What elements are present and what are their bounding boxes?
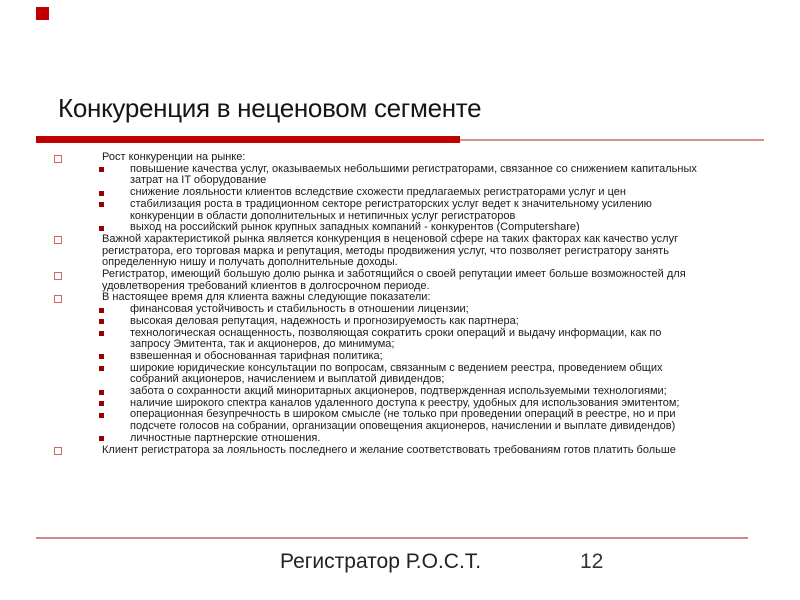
- bullet-text: повышение качества услуг, оказываемых небольшими регистраторами, связанное со снижением капитальных затрат на IT оборудование: [130, 162, 697, 187]
- bullet-text: личностные партнерские отношения.: [130, 431, 321, 444]
- filled-square-bullet-icon: [99, 413, 104, 418]
- filled-square-bullet-icon: [99, 226, 104, 231]
- hollow-square-bullet-icon: [54, 272, 62, 280]
- bullet-text: широкие юридические консультации по вопросам, связанным с ведением реестра, проведением общих собраний акционеров, начислением и выплатой дивидендов;: [130, 361, 663, 386]
- bullet-item-level2: [0, 409, 760, 432]
- bullet-text: наличие широкого спектра каналов удаленного доступа к реестру, удобных для использования эмитентом;: [130, 396, 680, 409]
- hollow-square-bullet-icon: [54, 236, 62, 244]
- filled-square-bullet-icon: [99, 191, 104, 196]
- bullet-item-level2: [0, 328, 760, 351]
- title-underline-bar: [36, 136, 460, 143]
- hollow-square-bullet-icon: [54, 295, 62, 303]
- filled-square-bullet-icon: [99, 319, 104, 324]
- hollow-square-bullet-icon: [54, 447, 62, 455]
- bullet-text: Важной характеристикой рынка является конкуренция в неценовой сфере на таких факторах как качество услуг регистратора, его торговая марка и репутация, методы продвижения услуг, что позволяет регистратору занять определенную нишу и получать дополнительные доходы.: [102, 232, 679, 269]
- filled-square-bullet-icon: [99, 390, 104, 395]
- footer-divider-line: [36, 537, 748, 539]
- bullet-text: взвешенная и обоснованная тарифная политика;: [130, 349, 383, 362]
- slide-title: Конкуренция в неценовом сегменте: [58, 93, 482, 123]
- filled-square-bullet-icon: [99, 167, 104, 172]
- slide-body-bullet-list: [0, 152, 760, 456]
- corner-accent-square: [36, 7, 49, 20]
- slide-page-number: 12: [580, 550, 604, 573]
- bullet-text: финансовая устойчивость и стабильность в отношении лицензии;: [130, 303, 469, 316]
- bullet-text: стабилизация роста в традиционном секторе регистраторских услуг ведет к значительному усилению конкуренции в области дополнительных и нетипичных услуг регистраторов: [130, 197, 652, 222]
- filled-square-bullet-icon: [99, 354, 104, 359]
- bullet-text: выход на российский рынок крупных западных компаний - конкурентов (Computershare): [130, 221, 580, 234]
- bullet-text: технологическая оснащенность, позволяющая сократить сроки операций и выдачу информации, как по запросу Эмитента, так и акционеров, до минимума;: [130, 326, 662, 351]
- filled-square-bullet-icon: [99, 202, 104, 207]
- bullet-text: В настоящее время для клиента важны следующие показатели:: [102, 291, 431, 304]
- bullet-text: Рост конкуренции на рынке:: [102, 151, 246, 163]
- bullet-text: Клиент регистратора за лояльность последнего и желание соответствовать требованиям готов платить больше: [102, 443, 676, 456]
- bullet-item-level1: [0, 234, 760, 269]
- bullet-item-level2: [0, 164, 760, 187]
- bullet-text: Регистратор, имеющий большую долю рынка и заботящийся о своей репутации имеет больше возможностей для удовлетворения требований клиентов в долгосрочном периоде.: [102, 268, 686, 292]
- bullet-text: высокая деловая репутация, надежность и прогнозируемость как партнера;: [130, 314, 519, 327]
- filled-square-bullet-icon: [99, 401, 104, 406]
- bullet-text: забота о сохранности акций миноритарных акционеров, подтвержденная используемыми технологиями;: [130, 385, 667, 398]
- bullet-item-level2: [0, 199, 760, 222]
- bullet-item-level2: [0, 363, 760, 386]
- hollow-square-bullet-icon: [54, 155, 62, 163]
- footer-company-name: Регистратор Р.О.С.Т.: [280, 550, 482, 573]
- filled-square-bullet-icon: [99, 331, 104, 336]
- filled-square-bullet-icon: [99, 366, 104, 371]
- filled-square-bullet-icon: [99, 308, 104, 313]
- bullet-item-level1: [0, 269, 760, 292]
- bullet-item-level1: [0, 445, 760, 457]
- bullet-text: операционная безупречность в широком смысле (не только при проведении операций в реестре, но и при подсчете голосов на собрании, организации оповещения акционеров, начислении и выплате дивидендов): [130, 408, 676, 433]
- filled-square-bullet-icon: [99, 436, 104, 441]
- bullet-text: снижение лояльности клиентов вследствие схожести предлагаемых регистраторами услуг и цен: [130, 186, 626, 199]
